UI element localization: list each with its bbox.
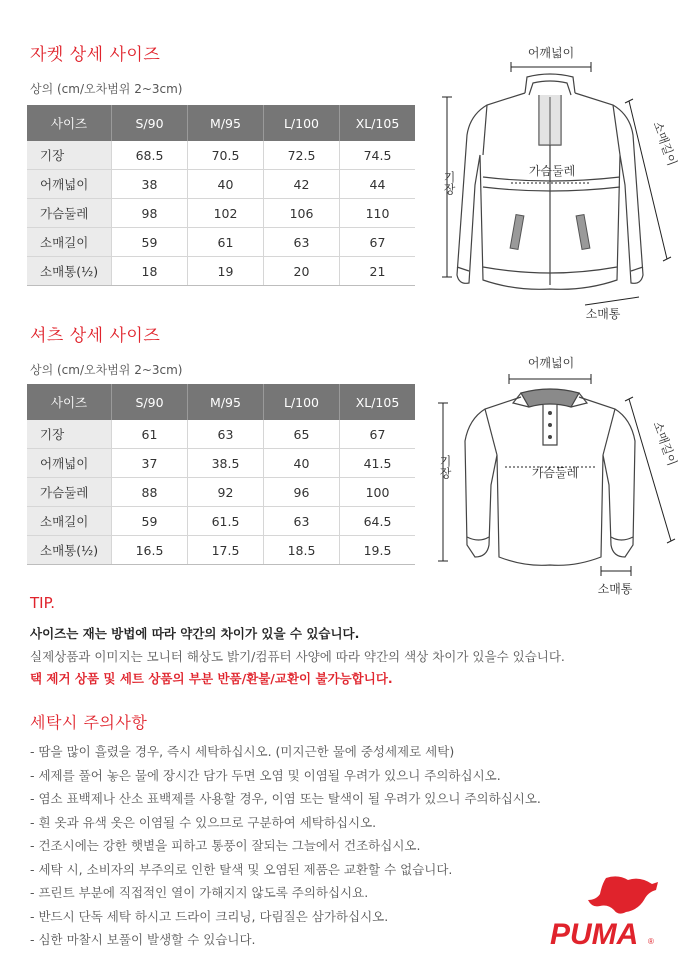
table-cell: 74.5 [340, 141, 416, 170]
table-row [27, 257, 415, 286]
table-header-cell: M/95 [188, 384, 264, 420]
table-cell: 102 [188, 199, 264, 228]
table-cell: 18 [112, 257, 188, 286]
table-cell: 110 [340, 199, 416, 228]
puma-cat-icon [588, 876, 658, 913]
diagram-label-sleeve: 소매길이 [650, 119, 680, 168]
table-cell: 40 [188, 170, 264, 199]
table-cell: 61 [188, 228, 264, 257]
row-label: 소매통(½) [27, 536, 112, 565]
row-label: 가슴둘레 [27, 199, 112, 228]
shirt-size-table [27, 384, 415, 565]
list-item: - 세탁 시, 소비자의 부주의로 인한 탈색 및 오염된 제품은 교환할 수 없습니다. [30, 861, 453, 877]
table-cell: 18.5 [264, 536, 340, 565]
table-row [27, 170, 415, 199]
list-item: - 건조시에는 강한 햇볕을 피하고 통풍이 잘되는 그늘에서 건조하십시오. [30, 838, 421, 853]
list-item: - 심한 마찰시 보풀이 발생할 수 있습니다. [30, 932, 256, 947]
row-label: 기장 [27, 141, 112, 170]
shirt-size-title: 셔츠 상세 사이즈 [30, 326, 161, 346]
table-header-cell: S/90 [112, 384, 188, 420]
table-cell: 59 [112, 507, 188, 536]
table-cell: 100 [340, 478, 416, 507]
tip-title: TIP. [30, 594, 56, 612]
pocket-zip-right [576, 215, 590, 250]
puma-wordmark: PUMA [550, 918, 639, 950]
tip-line-return-policy: 택 제거 상품 및 세트 상품의 부분 반품/환불/교환이 불가능합니다. [30, 671, 393, 686]
table-cell: 68.5 [112, 141, 188, 170]
row-label: 어깨넓이 [27, 170, 112, 199]
table-cell: 17.5 [188, 536, 264, 565]
row-label: 어깨넓이 [27, 449, 112, 478]
table-row [27, 228, 415, 257]
table-cell: 59 [112, 228, 188, 257]
pocket-zip-left [510, 215, 524, 250]
row-label: 기장 [27, 420, 112, 449]
registered-mark-icon: ® [648, 937, 654, 946]
table-header-cell: XL/105 [340, 384, 416, 420]
list-item: - 프린트 부분에 직접적인 열이 가해지지 않도록 주의하십시요. [30, 885, 369, 900]
table-cell: 88 [112, 478, 188, 507]
table-row [27, 478, 415, 507]
diagram-label-shoulder: 어깨넓이 [527, 46, 575, 60]
puma-logo [548, 870, 668, 950]
table-cell: 64.5 [340, 507, 416, 536]
table-cell: 42 [264, 170, 340, 199]
table-cell: 19.5 [340, 536, 416, 565]
list-item: - 염소 표백제나 산소 표백제를 사용할 경우, 이염 또는 탈색이 될 우려가 있으니 주의하십시오. [30, 791, 541, 806]
table-cell: 16.5 [112, 536, 188, 565]
row-label: 소매통(½) [27, 257, 112, 286]
jacket-size-table [27, 105, 415, 286]
shirt-size-subtitle: 상의 (cm/오차범위 2~3cm) [30, 363, 183, 377]
table-row [27, 141, 415, 170]
row-label: 소매길이 [27, 507, 112, 536]
table-cell: 98 [112, 199, 188, 228]
table-row [27, 199, 415, 228]
table-cell: 38.5 [188, 449, 264, 478]
table-cell: 70.5 [188, 141, 264, 170]
table-cell: 67 [340, 420, 416, 449]
table-cell: 96 [264, 478, 340, 507]
table-cell: 72.5 [264, 141, 340, 170]
list-item: - 땀을 많이 흘렸을 경우, 즉시 세탁하십시오. (미지근한 물에 중성세제로 세탁) [30, 744, 455, 759]
care-instructions-list [30, 740, 541, 952]
list-item: - 세제를 풀어 놓은 물에 장시간 담가 두면 오염 및 이염될 우려가 있으니 주의하십시오. [30, 767, 501, 783]
table-cell: 20 [264, 257, 340, 286]
table-header-cell: L/100 [264, 384, 340, 420]
care-title: 세탁시 주의사항 [30, 713, 148, 732]
table-cell: 63 [264, 507, 340, 536]
shirt-measurement-diagram [425, 345, 685, 605]
table-header-cell: L/100 [264, 105, 340, 141]
table-header-cell: S/90 [112, 105, 188, 141]
table-header-row [27, 384, 415, 420]
table-cell: 67 [340, 228, 416, 257]
diagram-label-shoulder: 어깨넓이 [527, 356, 575, 370]
table-cell: 106 [264, 199, 340, 228]
table-row [27, 536, 415, 565]
table-cell: 61 [112, 420, 188, 449]
table-cell: 19 [188, 257, 264, 286]
table-cell: 61.5 [188, 507, 264, 536]
button-icon [548, 411, 552, 415]
table-cell: 92 [188, 478, 264, 507]
table-cell: 65 [264, 420, 340, 449]
table-cell: 40 [264, 449, 340, 478]
button-icon [548, 423, 552, 427]
table-header-row [27, 105, 415, 141]
list-item: - 흰 옷과 유색 옷은 이염될 수 있으므로 구분하여 세탁하십시오. [30, 814, 377, 830]
row-label: 소매길이 [27, 228, 112, 257]
button-icon [548, 435, 552, 439]
table-cell: 41.5 [340, 449, 416, 478]
table-cell: 63 [188, 420, 264, 449]
collar-placket [539, 95, 561, 145]
table-header-cell: M/95 [188, 105, 264, 141]
diagram-label-chest: 가슴둘레 [531, 466, 579, 480]
tip-line-measurement: 사이즈는 재는 방법에 따라 약간의 차이가 있을 수 있습니다. [30, 626, 360, 641]
table-row [27, 420, 415, 449]
table-row [27, 507, 415, 536]
table-header-cell: XL/105 [340, 105, 416, 141]
table-cell: 37 [112, 449, 188, 478]
table-cell: 21 [340, 257, 416, 286]
diagram-label-sleeve: 소매길이 [650, 419, 680, 468]
tip-line-color: 실제상품과 이미지는 모니터 해상도 밝기/컴퓨터 사양에 따라 약간의 색상 차이가 있을수 있습니다. [30, 649, 565, 664]
table-cell: 63 [264, 228, 340, 257]
diagram-label-length: 기장 [438, 455, 452, 479]
table-header-cell: 사이즈 [27, 105, 112, 141]
jacket-size-subtitle: 상의 (cm/오차범위 2~3cm) [30, 82, 183, 96]
table-cell: 44 [340, 170, 416, 199]
row-label: 가슴둘레 [27, 478, 112, 507]
diagram-label-cuff: 소매통 [585, 307, 621, 321]
table-cell: 38 [112, 170, 188, 199]
diagram-label-cuff: 소매통 [597, 582, 633, 596]
table-header-cell: 사이즈 [27, 384, 112, 420]
list-item: - 반드시 단독 세탁 하시고 드라이 크리닝, 다림질은 삼가하십시오. [30, 908, 389, 924]
jacket-measurement-diagram [425, 35, 685, 325]
diagram-label-length: 기장 [442, 171, 456, 195]
table-row [27, 449, 415, 478]
diagram-label-chest: 가슴둘레 [528, 164, 576, 178]
jacket-size-title: 자켓 상세 사이즈 [30, 45, 161, 65]
